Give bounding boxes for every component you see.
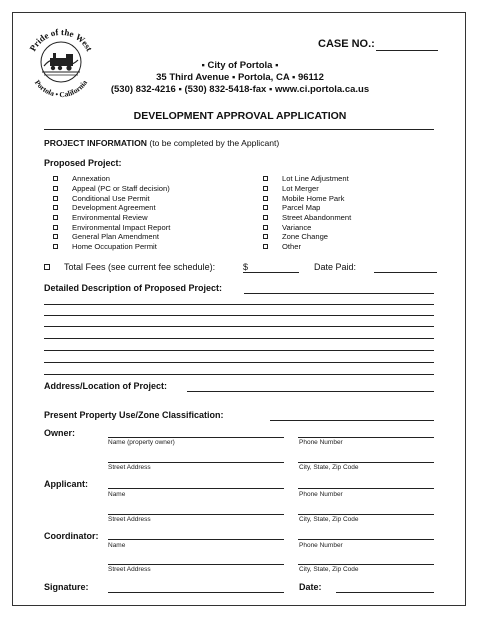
address-field[interactable]	[187, 391, 434, 392]
date-label: Date:	[299, 582, 322, 592]
option-annexation[interactable]: Annexation	[53, 174, 110, 183]
description-line-7[interactable]	[44, 362, 434, 363]
project-info-heading	[44, 138, 279, 148]
total-fees-row	[44, 262, 215, 272]
checkbox[interactable]	[53, 186, 58, 191]
checkbox[interactable]	[53, 205, 58, 210]
coordinator-street-caption: Street Address	[108, 566, 151, 573]
address-label: Address/Location of Project:	[44, 381, 168, 391]
option-variance[interactable]: Variance	[263, 223, 311, 232]
checkbox[interactable]	[263, 244, 268, 249]
applicant-phone-field[interactable]	[298, 488, 434, 489]
date-field[interactable]	[336, 592, 434, 593]
city-contact: (530) 832-4216 ▪ (530) 832-5418-fax ▪ www.ci.portola.ca.us	[110, 84, 370, 95]
coordinator-city-caption: City, State, Zip Code	[299, 566, 359, 573]
applicant-phone-caption: Phone Number	[299, 491, 343, 498]
owner-street-caption: Street Address	[108, 464, 151, 471]
checkbox[interactable]	[263, 225, 268, 230]
option-environmental-impact-report[interactable]: Environmental Impact Report	[53, 223, 170, 232]
description-line-1[interactable]	[244, 293, 434, 294]
coordinator-street-field[interactable]	[108, 564, 284, 565]
option-other[interactable]: Other	[263, 242, 301, 251]
signature-field[interactable]	[108, 592, 284, 593]
city-address: 35 Third Avenue ▪ Portola, CA ▪ 96112	[156, 72, 324, 83]
case-number-label: CASE NO.:	[318, 38, 375, 50]
option-mobile-home-park[interactable]: Mobile Home Park	[263, 194, 344, 203]
checkbox[interactable]	[53, 176, 58, 181]
option-parcel-map[interactable]: Parcel Map	[263, 203, 320, 212]
coordinator-phone-field[interactable]	[298, 539, 434, 540]
checkbox[interactable]	[263, 215, 268, 220]
applicant-street-caption: Street Address	[108, 516, 151, 523]
applicant-label: Applicant:	[44, 479, 88, 489]
checkbox[interactable]	[263, 196, 268, 201]
owner-city-field[interactable]	[298, 462, 434, 463]
fees-checkbox[interactable]	[44, 264, 50, 270]
option-development-agreement[interactable]: Development Agreement	[53, 203, 156, 212]
owner-name-caption: Name (property owner)	[108, 439, 175, 446]
checkbox[interactable]	[263, 186, 268, 191]
option-conditional-use-permit[interactable]: Conditional Use Permit	[53, 194, 150, 203]
coordinator-city-field[interactable]	[298, 564, 434, 565]
checkbox[interactable]	[53, 196, 58, 201]
applicant-city-field[interactable]	[298, 514, 434, 515]
applicant-name-caption: Name	[108, 491, 126, 498]
date-paid-label: Date Paid:	[314, 262, 357, 272]
svg-text:Portola • California: Portola • California	[32, 78, 90, 100]
page-title: DEVELOPMENT APPROVAL APPLICATION	[133, 110, 347, 122]
owner-phone-caption: Phone Number	[299, 439, 343, 446]
case-number-field[interactable]	[376, 50, 438, 51]
applicant-city-caption: City, State, Zip Code	[299, 516, 359, 523]
project-info-note: (to be completed by the Applicant)	[149, 138, 280, 148]
description-label: Detailed Description of Proposed Project:	[44, 283, 223, 293]
coordinator-label: Coordinator:	[44, 531, 99, 541]
checkbox[interactable]	[53, 244, 58, 249]
owner-phone-field[interactable]	[298, 437, 434, 438]
coordinator-phone-caption: Phone Number	[299, 542, 343, 549]
description-line-3[interactable]	[44, 315, 434, 316]
signature-label: Signature:	[44, 582, 89, 592]
option-zone-change[interactable]: Zone Change	[263, 232, 328, 241]
description-line-6[interactable]	[44, 350, 434, 351]
option-street-abandonment[interactable]: Street Abandonment	[263, 213, 351, 222]
coordinator-name-caption: Name	[108, 542, 126, 549]
option-home-occupation-permit[interactable]: Home Occupation Permit	[53, 242, 157, 251]
property-use-field[interactable]	[270, 420, 434, 421]
city-name: ▪ City of Portola ▪	[201, 60, 279, 71]
owner-street-field[interactable]	[108, 462, 284, 463]
checkbox[interactable]	[263, 234, 268, 239]
owner-name-field[interactable]	[108, 437, 284, 438]
checkbox[interactable]	[263, 205, 268, 210]
applicant-name-field[interactable]	[108, 488, 284, 489]
checkbox[interactable]	[53, 215, 58, 220]
description-line-4[interactable]	[44, 326, 434, 327]
description-line-2[interactable]	[44, 304, 434, 305]
option-appeal[interactable]: Appeal (PC or Staff decision)	[53, 184, 170, 193]
owner-city-caption: City, State, Zip Code	[299, 464, 359, 471]
option-lot-line-adjustment[interactable]: Lot Line Adjustment	[263, 174, 349, 183]
property-use-label: Present Property Use/Zone Classification:	[44, 410, 224, 420]
owner-label: Owner:	[44, 428, 76, 438]
description-line-8[interactable]	[44, 374, 434, 375]
project-info-label: PROJECT INFORMATION	[44, 138, 147, 148]
proposed-project-label: Proposed Project:	[44, 158, 122, 168]
option-general-plan-amendment[interactable]: General Plan Amendment	[53, 232, 159, 241]
option-environmental-review[interactable]: Environmental Review	[53, 213, 148, 222]
checkbox[interactable]	[263, 176, 268, 181]
option-lot-merger[interactable]: Lot Merger	[263, 184, 319, 193]
svg-text:Pride of the West: Pride of the West	[27, 26, 95, 53]
date-paid-field[interactable]	[374, 272, 437, 273]
description-line-5[interactable]	[44, 338, 434, 339]
total-fees-field[interactable]	[243, 272, 299, 273]
title-divider	[44, 129, 434, 130]
fees-currency: $	[243, 262, 249, 272]
applicant-street-field[interactable]	[108, 514, 284, 515]
page-border	[12, 12, 466, 606]
total-fees-label: Total Fees (see current fee schedule):	[64, 262, 216, 272]
coordinator-name-field[interactable]	[108, 539, 284, 540]
checkbox[interactable]	[53, 234, 58, 239]
checkbox[interactable]	[53, 225, 58, 230]
